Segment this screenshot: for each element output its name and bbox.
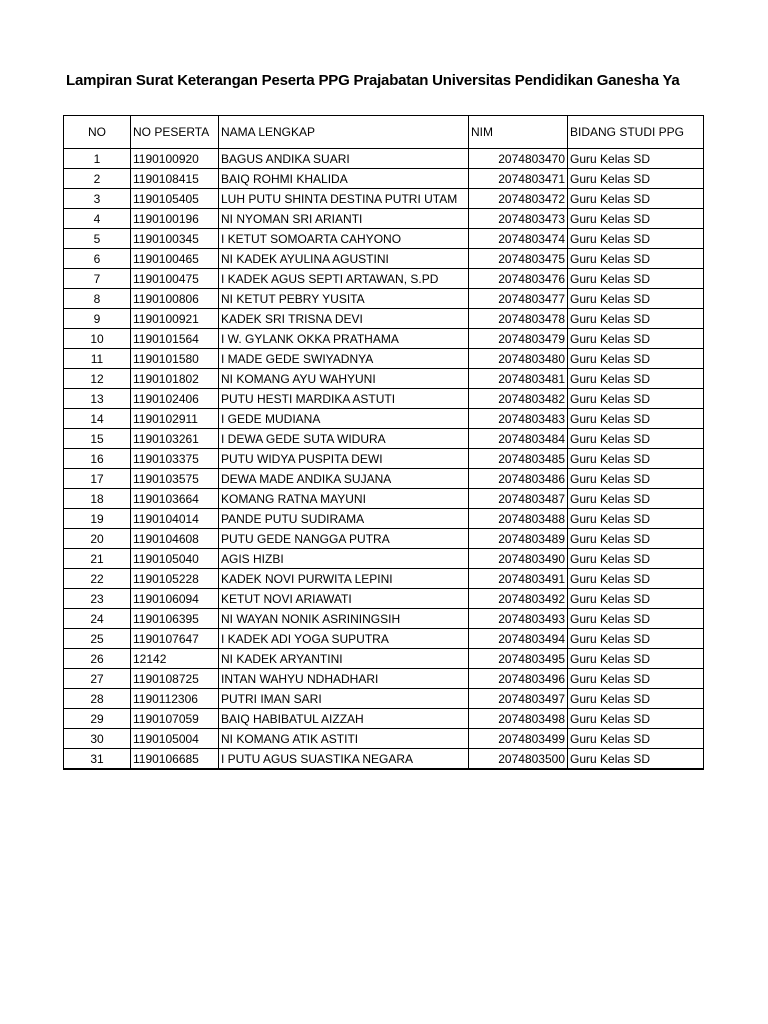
- cell-nim: 2074803479: [469, 329, 568, 349]
- cell-nim: 2074803485: [469, 449, 568, 469]
- cell-nim: 2074803496: [469, 669, 568, 689]
- cell-nim: 2074803498: [469, 709, 568, 729]
- cell-bidang-studi: Guru Kelas SD: [568, 669, 704, 689]
- cell-bidang-studi: Guru Kelas SD: [568, 589, 704, 609]
- cell-nim: 2074803487: [469, 489, 568, 509]
- table-row: [64, 609, 704, 629]
- table-row: [64, 329, 704, 349]
- table-row: [64, 429, 704, 449]
- cell-bidang-studi: Guru Kelas SD: [568, 709, 704, 729]
- cell-no: 4: [64, 209, 131, 229]
- cell-bidang-studi: Guru Kelas SD: [568, 629, 704, 649]
- header-bidang-studi: BIDANG STUDI PPG: [568, 116, 704, 149]
- cell-no-peserta: 1190106094: [131, 589, 219, 609]
- table-row: [64, 229, 704, 249]
- cell-bidang-studi: Guru Kelas SD: [568, 309, 704, 329]
- table-row: [64, 169, 704, 189]
- cell-nama-lengkap: I PUTU AGUS SUASTIKA NEGARA: [219, 749, 469, 770]
- cell-nama-lengkap: KOMANG RATNA MAYUNI: [219, 489, 469, 509]
- table-row: [64, 389, 704, 409]
- header-no-peserta: NO PESERTA: [131, 116, 219, 149]
- cell-no-peserta: 1190100345: [131, 229, 219, 249]
- cell-nama-lengkap: LUH PUTU SHINTA DESTINA PUTRI UTAM: [219, 189, 469, 209]
- cell-bidang-studi: Guru Kelas SD: [568, 689, 704, 709]
- cell-nama-lengkap: BAIQ HABIBATUL AIZZAH: [219, 709, 469, 729]
- table-row: [64, 249, 704, 269]
- cell-nama-lengkap: DEWA MADE ANDIKA SUJANA: [219, 469, 469, 489]
- cell-nama-lengkap: KADEK SRI TRISNA DEVI: [219, 309, 469, 329]
- table-row: [64, 209, 704, 229]
- cell-nim: 2074803482: [469, 389, 568, 409]
- cell-bidang-studi: Guru Kelas SD: [568, 609, 704, 629]
- cell-no: 26: [64, 649, 131, 669]
- cell-bidang-studi: Guru Kelas SD: [568, 189, 704, 209]
- cell-nama-lengkap: PANDE PUTU SUDIRAMA: [219, 509, 469, 529]
- cell-no: 25: [64, 629, 131, 649]
- cell-no-peserta: 1190105004: [131, 729, 219, 749]
- cell-nim: 2074803495: [469, 649, 568, 669]
- table-row: [64, 449, 704, 469]
- cell-no-peserta: 1190100465: [131, 249, 219, 269]
- cell-no-peserta: 1190103375: [131, 449, 219, 469]
- cell-no: 20: [64, 529, 131, 549]
- table-row: [64, 489, 704, 509]
- cell-no: 21: [64, 549, 131, 569]
- cell-nim: 2074803481: [469, 369, 568, 389]
- cell-nama-lengkap: NI KETUT PEBRY YUSITA: [219, 289, 469, 309]
- cell-nama-lengkap: INTAN WAHYU NDHADHARI: [219, 669, 469, 689]
- cell-no-peserta: 1190104608: [131, 529, 219, 549]
- cell-no-peserta: 1190103664: [131, 489, 219, 509]
- cell-no-peserta: 1190102406: [131, 389, 219, 409]
- cell-nama-lengkap: AGIS HIZBI: [219, 549, 469, 569]
- table-row: [64, 749, 704, 770]
- cell-bidang-studi: Guru Kelas SD: [568, 569, 704, 589]
- cell-no-peserta: 1190108415: [131, 169, 219, 189]
- cell-bidang-studi: Guru Kelas SD: [568, 389, 704, 409]
- cell-nama-lengkap: NI WAYAN NONIK ASRININGSIH: [219, 609, 469, 629]
- cell-nama-lengkap: PUTU WIDYA PUSPITA DEWI: [219, 449, 469, 469]
- cell-nama-lengkap: I MADE GEDE SWIYADNYA: [219, 349, 469, 369]
- cell-nim: 2074803484: [469, 429, 568, 449]
- cell-nama-lengkap: NI NYOMAN SRI ARIANTI: [219, 209, 469, 229]
- cell-nim: 2074803483: [469, 409, 568, 429]
- cell-nim: 2074803497: [469, 689, 568, 709]
- table-row: [64, 529, 704, 549]
- cell-no-peserta: 1190103575: [131, 469, 219, 489]
- cell-bidang-studi: Guru Kelas SD: [568, 209, 704, 229]
- cell-no-peserta: 1190101564: [131, 329, 219, 349]
- cell-no: 31: [64, 749, 131, 770]
- cell-no-peserta: 1190107059: [131, 709, 219, 729]
- cell-nim: 2074803477: [469, 289, 568, 309]
- cell-no: 16: [64, 449, 131, 469]
- table-row: [64, 189, 704, 209]
- table-row: [64, 689, 704, 709]
- cell-no-peserta: 1190101580: [131, 349, 219, 369]
- cell-nama-lengkap: NI KOMANG AYU WAHYUNI: [219, 369, 469, 389]
- cell-nama-lengkap: I DEWA GEDE SUTA WIDURA: [219, 429, 469, 449]
- cell-nim: 2074803493: [469, 609, 568, 629]
- table-body: [64, 149, 704, 770]
- cell-no-peserta: 1190108725: [131, 669, 219, 689]
- cell-bidang-studi: Guru Kelas SD: [568, 429, 704, 449]
- cell-nama-lengkap: KADEK NOVI PURWITA LEPINI: [219, 569, 469, 589]
- cell-nim: 2074803470: [469, 149, 568, 169]
- cell-bidang-studi: Guru Kelas SD: [568, 489, 704, 509]
- cell-bidang-studi: Guru Kelas SD: [568, 449, 704, 469]
- table-row: [64, 709, 704, 729]
- cell-no-peserta: 1190105405: [131, 189, 219, 209]
- cell-nama-lengkap: NI KOMANG ATIK ASTITI: [219, 729, 469, 749]
- cell-no-peserta: 1190107647: [131, 629, 219, 649]
- cell-bidang-studi: Guru Kelas SD: [568, 229, 704, 249]
- table-row: [64, 349, 704, 369]
- table-row: [64, 569, 704, 589]
- cell-nama-lengkap: PUTU GEDE NANGGA PUTRA: [219, 529, 469, 549]
- cell-bidang-studi: Guru Kelas SD: [568, 749, 704, 770]
- cell-nim: 2074803475: [469, 249, 568, 269]
- cell-nim: 2074803491: [469, 569, 568, 589]
- table-header-row: [64, 116, 704, 149]
- cell-no-peserta: 1190102911: [131, 409, 219, 429]
- table-row: [64, 669, 704, 689]
- table-row: [64, 649, 704, 669]
- cell-nama-lengkap: KETUT NOVI ARIAWATI: [219, 589, 469, 609]
- cell-bidang-studi: Guru Kelas SD: [568, 369, 704, 389]
- cell-no-peserta: 1190112306: [131, 689, 219, 709]
- cell-nama-lengkap: I KETUT SOMOARTA CAHYONO: [219, 229, 469, 249]
- cell-nama-lengkap: BAIQ ROHMI KHALIDA: [219, 169, 469, 189]
- cell-no: 6: [64, 249, 131, 269]
- cell-nim: 2074803480: [469, 349, 568, 369]
- cell-nim: 2074803486: [469, 469, 568, 489]
- participants-table: [63, 115, 704, 770]
- cell-no: 18: [64, 489, 131, 509]
- cell-no: 23: [64, 589, 131, 609]
- cell-bidang-studi: Guru Kelas SD: [568, 329, 704, 349]
- cell-no: 9: [64, 309, 131, 329]
- cell-nim: 2074803473: [469, 209, 568, 229]
- cell-bidang-studi: Guru Kelas SD: [568, 289, 704, 309]
- cell-no: 30: [64, 729, 131, 749]
- cell-no: 29: [64, 709, 131, 729]
- table-row: [64, 369, 704, 389]
- cell-no-peserta: 1190103261: [131, 429, 219, 449]
- table-row: [64, 269, 704, 289]
- cell-no: 10: [64, 329, 131, 349]
- header-nama-lengkap: NAMA LENGKAP: [219, 116, 469, 149]
- cell-nama-lengkap: I KADEK ADI YOGA SUPUTRA: [219, 629, 469, 649]
- cell-nim: 2074803490: [469, 549, 568, 569]
- cell-no: 1: [64, 149, 131, 169]
- cell-nama-lengkap: BAGUS ANDIKA SUARI: [219, 149, 469, 169]
- cell-no-peserta: 1190104014: [131, 509, 219, 529]
- cell-bidang-studi: Guru Kelas SD: [568, 469, 704, 489]
- cell-no: 11: [64, 349, 131, 369]
- cell-no: 3: [64, 189, 131, 209]
- cell-no-peserta: 1190105040: [131, 549, 219, 569]
- cell-no: 22: [64, 569, 131, 589]
- cell-nama-lengkap: PUTU HESTI MARDIKA ASTUTI: [219, 389, 469, 409]
- cell-no-peserta: 1190100475: [131, 269, 219, 289]
- cell-nim: 2074803489: [469, 529, 568, 549]
- cell-no: 14: [64, 409, 131, 429]
- table-row: [64, 469, 704, 489]
- cell-nim: 2074803472: [469, 189, 568, 209]
- cell-nim: 2074803478: [469, 309, 568, 329]
- table-row: [64, 729, 704, 749]
- cell-bidang-studi: Guru Kelas SD: [568, 549, 704, 569]
- cell-nim: 2074803488: [469, 509, 568, 529]
- cell-no: 24: [64, 609, 131, 629]
- cell-no: 12: [64, 369, 131, 389]
- cell-bidang-studi: Guru Kelas SD: [568, 249, 704, 269]
- header-nim: NIM: [469, 116, 568, 149]
- cell-bidang-studi: Guru Kelas SD: [568, 269, 704, 289]
- cell-nim: 2074803474: [469, 229, 568, 249]
- cell-nama-lengkap: NI KADEK AYULINA AGUSTINI: [219, 249, 469, 269]
- cell-no: 7: [64, 269, 131, 289]
- cell-bidang-studi: Guru Kelas SD: [568, 649, 704, 669]
- cell-no: 8: [64, 289, 131, 309]
- cell-bidang-studi: Guru Kelas SD: [568, 409, 704, 429]
- cell-no-peserta: 1190100806: [131, 289, 219, 309]
- cell-no-peserta: 1190106685: [131, 749, 219, 770]
- table-row: [64, 409, 704, 429]
- cell-nim: 2074803494: [469, 629, 568, 649]
- cell-no: 15: [64, 429, 131, 449]
- cell-no: 28: [64, 689, 131, 709]
- cell-no-peserta: 1190100196: [131, 209, 219, 229]
- cell-no-peserta: 1190100920: [131, 149, 219, 169]
- table-row: [64, 629, 704, 649]
- cell-no: 5: [64, 229, 131, 249]
- table-row: [64, 309, 704, 329]
- page-title: Lampiran Surat Keterangan Peserta PPG Prajabatan Universitas Pendidikan Ganesha Ya: [66, 72, 680, 89]
- cell-no: 2: [64, 169, 131, 189]
- cell-no: 19: [64, 509, 131, 529]
- cell-no-peserta: 1190106395: [131, 609, 219, 629]
- table-row: [64, 289, 704, 309]
- cell-bidang-studi: Guru Kelas SD: [568, 169, 704, 189]
- cell-nim: 2074803476: [469, 269, 568, 289]
- cell-nama-lengkap: I GEDE MUDIANA: [219, 409, 469, 429]
- cell-bidang-studi: Guru Kelas SD: [568, 729, 704, 749]
- cell-no-peserta: 1190101802: [131, 369, 219, 389]
- cell-no: 17: [64, 469, 131, 489]
- cell-bidang-studi: Guru Kelas SD: [568, 149, 704, 169]
- cell-no: 13: [64, 389, 131, 409]
- cell-nama-lengkap: I W. GYLANK OKKA PRATHAMA: [219, 329, 469, 349]
- cell-bidang-studi: Guru Kelas SD: [568, 529, 704, 549]
- cell-nim: 2074803499: [469, 729, 568, 749]
- table-row: [64, 549, 704, 569]
- cell-nama-lengkap: I KADEK AGUS SEPTI ARTAWAN, S.PD: [219, 269, 469, 289]
- cell-nim: 2074803492: [469, 589, 568, 609]
- table-row: [64, 509, 704, 529]
- cell-no-peserta: 1190100921: [131, 309, 219, 329]
- cell-bidang-studi: Guru Kelas SD: [568, 349, 704, 369]
- cell-nama-lengkap: PUTRI IMAN SARI: [219, 689, 469, 709]
- cell-nama-lengkap: NI KADEK ARYANTINI: [219, 649, 469, 669]
- cell-no-peserta: 1190105228: [131, 569, 219, 589]
- header-no: NO: [64, 116, 131, 149]
- cell-no-peserta: 12142: [131, 649, 219, 669]
- cell-nim: 2074803471: [469, 169, 568, 189]
- table-row: [64, 149, 704, 169]
- cell-bidang-studi: Guru Kelas SD: [568, 509, 704, 529]
- cell-no: 27: [64, 669, 131, 689]
- cell-nim: 2074803500: [469, 749, 568, 770]
- table-row: [64, 589, 704, 609]
